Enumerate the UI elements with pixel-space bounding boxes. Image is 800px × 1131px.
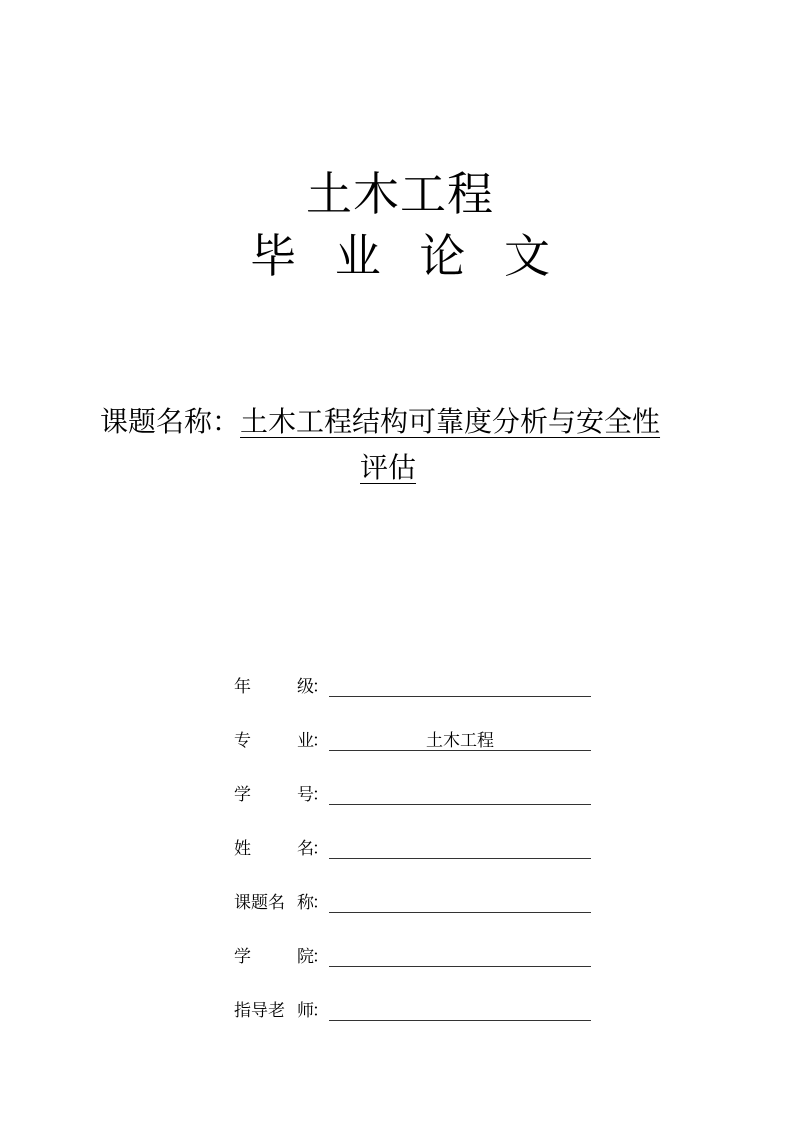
field-row-advisor: 指导老 师 ： — [234, 998, 594, 1052]
advisor-field[interactable] — [329, 998, 591, 1021]
field-row-college: 学 院 ： — [234, 944, 594, 998]
field-row-name: 姓 名 ： — [234, 836, 594, 890]
label-part: 称 — [297, 893, 314, 913]
label-part: 院 — [297, 947, 314, 967]
topic-field[interactable] — [329, 890, 591, 913]
field-label — [234, 998, 314, 1024]
label-part: 学 — [234, 947, 251, 967]
field-label — [234, 944, 314, 970]
field-row-grade: 年 级 ： — [234, 674, 594, 728]
label-part: 名 — [297, 839, 314, 859]
grade-field[interactable] — [329, 674, 591, 697]
field-label — [234, 728, 314, 754]
label-part: 姓 — [234, 839, 251, 859]
field-label — [234, 782, 314, 808]
document-title: 土木工程 — [306, 167, 494, 221]
topic-value-line2: 评估 — [360, 451, 417, 484]
document-subtitle — [0, 228, 800, 284]
major-field[interactable]: 土木工程 — [329, 728, 591, 751]
field-label — [234, 890, 314, 916]
subtitle-char: 毕 — [250, 229, 297, 283]
label-part: 学 — [234, 785, 251, 805]
subtitle-char: 业 — [334, 229, 381, 283]
subtitle-char: 文 — [503, 229, 550, 283]
topic-label: 课题名称： — [100, 405, 241, 438]
label-part: 课题名 — [234, 893, 285, 913]
label-part: 业 — [297, 731, 314, 751]
field-row-major: 专 业 ： 土木工程 — [234, 728, 594, 782]
label-part: 号 — [297, 785, 314, 805]
field-label — [234, 674, 314, 700]
field-row-student-id: 学 号 ： — [234, 782, 594, 836]
label-part: 指导老 — [234, 1001, 285, 1021]
field-label — [234, 836, 314, 862]
topic-value-line1: 土木工程结构可靠度分析与安全性 — [240, 405, 661, 438]
college-field[interactable] — [329, 944, 591, 967]
field-row-topic: 课题名 称 ： — [234, 890, 594, 944]
cover-info-form — [234, 674, 594, 1052]
label-part: 级 — [297, 677, 314, 697]
label-part: 年 — [234, 677, 251, 697]
topic-heading — [100, 396, 700, 448]
label-part: 师 — [297, 1001, 314, 1021]
label-part: 专 — [234, 731, 251, 751]
student-id-field[interactable] — [329, 782, 591, 805]
subtitle-char: 论 — [419, 229, 466, 283]
name-field[interactable] — [329, 836, 591, 859]
